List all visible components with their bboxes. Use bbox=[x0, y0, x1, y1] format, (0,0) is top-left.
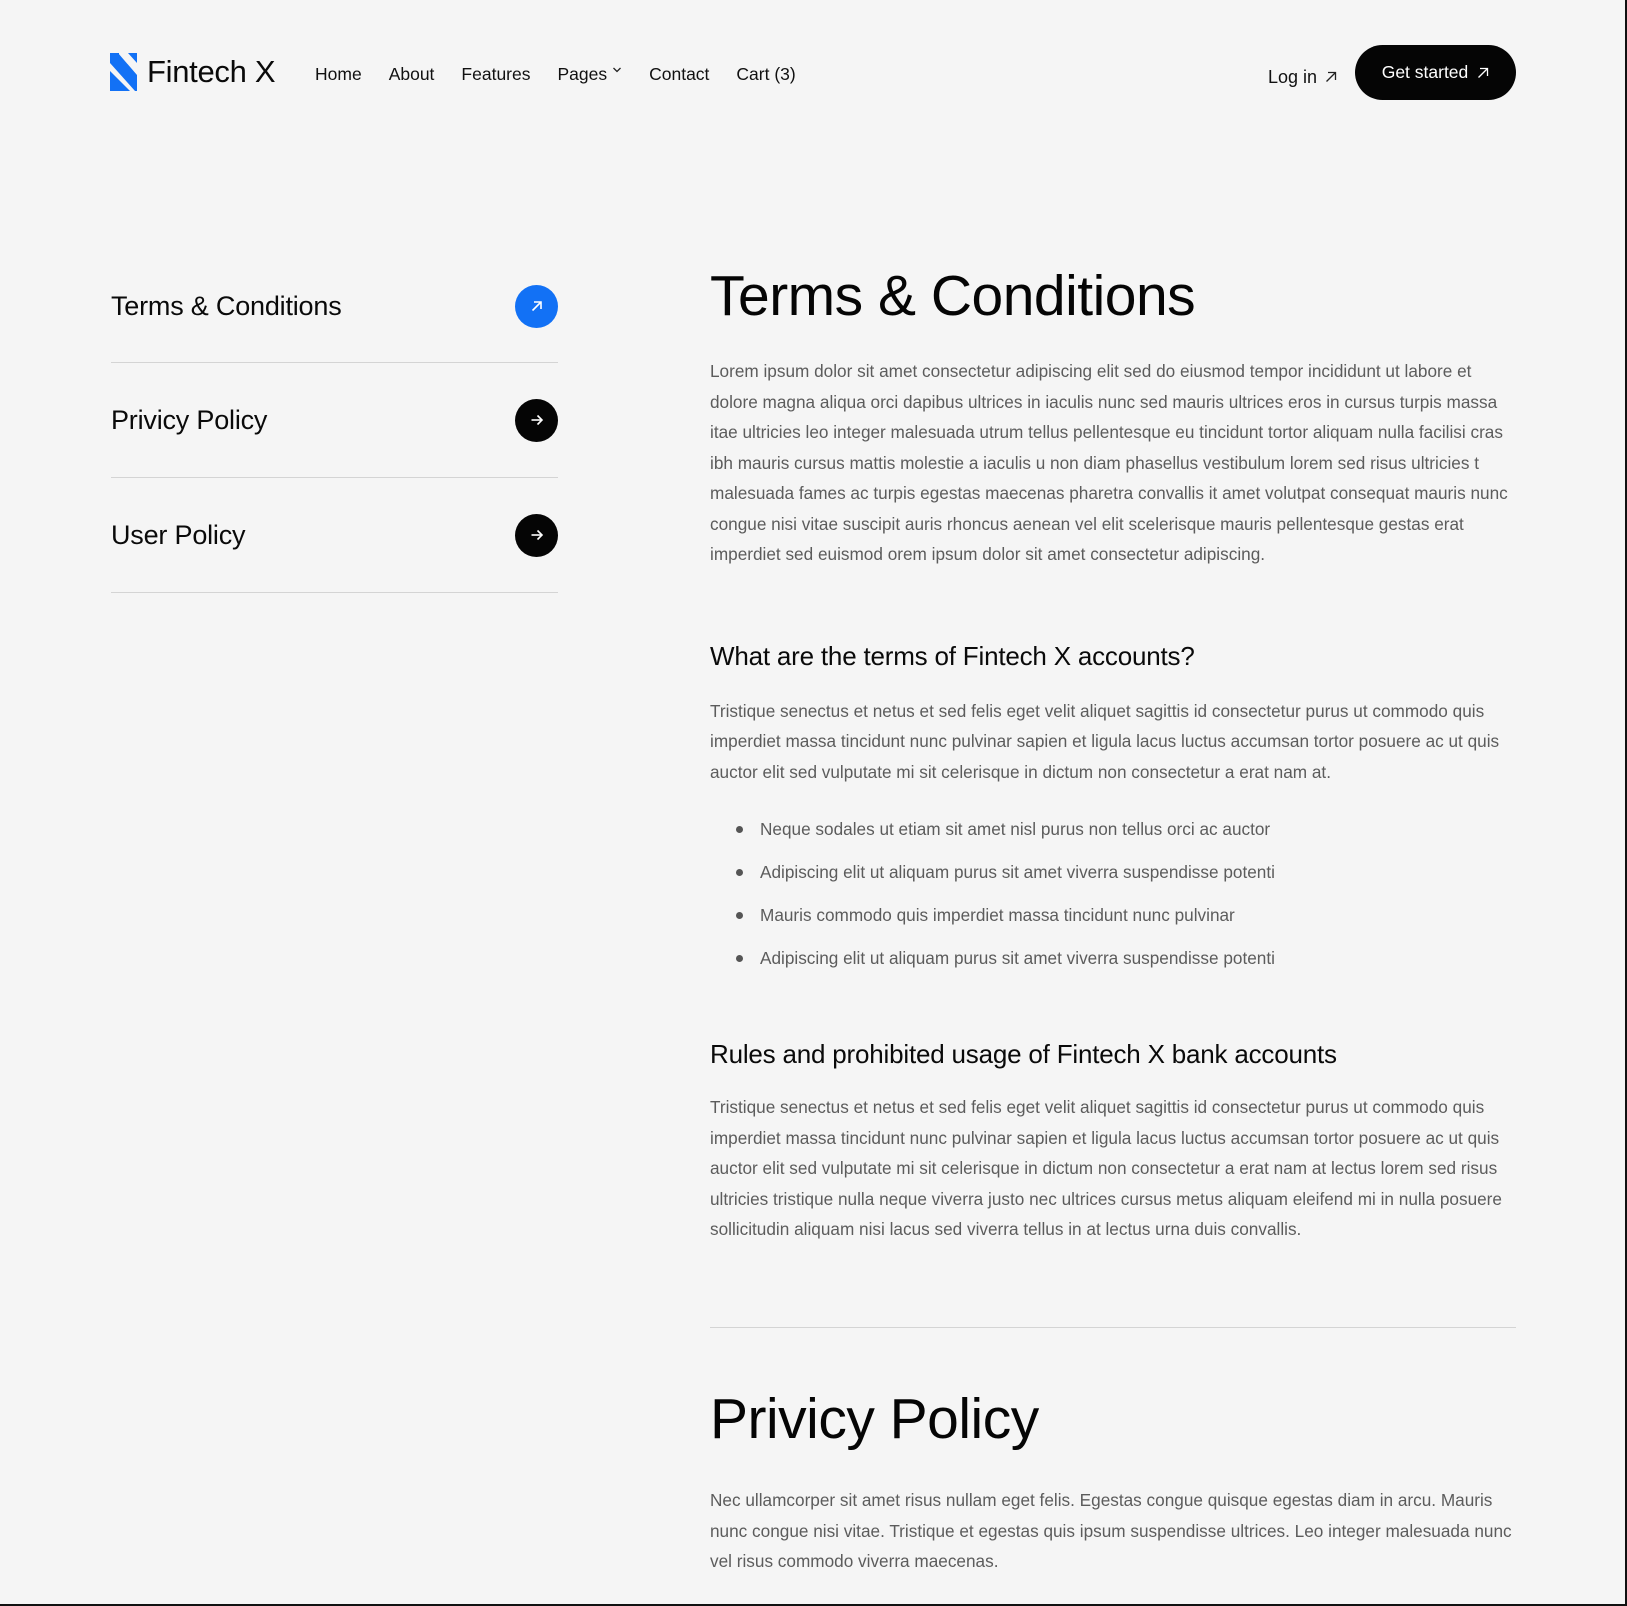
terms-bullet-list bbox=[736, 808, 1516, 980]
terms-title: Terms & Conditions bbox=[710, 264, 1196, 328]
list-item: Neque sodales ut etiam sit amet nisl purus non tellus orci ac auctor bbox=[736, 808, 1516, 851]
sidebar-item-privacy-button[interactable] bbox=[515, 399, 558, 442]
nav-about-label: About bbox=[388, 64, 435, 84]
sidebar-item-terms[interactable] bbox=[111, 250, 558, 363]
privacy-section bbox=[710, 1381, 1516, 1577]
sidebar-item-user-policy[interactable] bbox=[111, 478, 558, 593]
nav-features-label: Features bbox=[461, 64, 531, 84]
login-label: Log in bbox=[1268, 67, 1318, 87]
privacy-intro: Nec ullamcorper sit amet risus nullam eget felis. Egestas congue quisque egestas diam in arcu. Mauris nunc congue nisi vitae. Tristique et egestas quis ipsum suspendisse ultrices. Leo integer malesuada nunc vel risus commodo viverra maecenas. bbox=[710, 1490, 1512, 1571]
nav-cart[interactable] bbox=[736, 60, 795, 88]
nav-pages-label: Pages bbox=[557, 64, 608, 84]
terms-section1-heading: What are the terms of Fintech X accounts? bbox=[710, 640, 1195, 671]
nav-home[interactable] bbox=[315, 60, 362, 88]
brand-name: Fintech X bbox=[147, 54, 276, 89]
arrow-up-right-icon bbox=[1325, 71, 1337, 83]
nav-contact[interactable] bbox=[649, 60, 709, 88]
section-divider bbox=[710, 1327, 1516, 1329]
policy-sidebar bbox=[111, 250, 558, 593]
policy-content bbox=[710, 258, 1516, 1577]
arrow-right-icon bbox=[529, 527, 545, 543]
nav-pages-dropdown[interactable] bbox=[557, 60, 622, 88]
list-item: Adipiscing elit ut aliquam purus sit amet viverra suspendisse potenti bbox=[736, 937, 1516, 980]
sidebar-item-label: Privicy Policy bbox=[111, 404, 268, 435]
arrow-up-right-icon bbox=[529, 298, 545, 314]
nav-features[interactable] bbox=[461, 60, 530, 88]
sidebar-item-label: User Policy bbox=[111, 519, 246, 550]
nav-contact-label: Contact bbox=[649, 64, 710, 84]
terms-section2-heading: Rules and prohibited usage of Fintech X bank accounts bbox=[710, 1039, 1337, 1069]
list-item: Adipiscing elit ut aliquam purus sit amet viverra suspendisse potenti bbox=[736, 851, 1516, 894]
terms-intro: Lorem ipsum dolor sit amet consectetur adipiscing elit sed do eiusmod tempor incididunt ut labore et dolore magna aliqua orci dapibus ultrices in iaculis nunc sed mauris ultrices eros in cursus turpis massa itae ultricies leo integer malesuada utrum tellus pellentesque eu tincidunt tortor aliquam nulla facilisi cras ibh mauris cursus mattis molestie a iaculis u non diam phasellus vestibulum lorem sed risus ultricies t malesuada fames ac turpis egestas maecenas pharetra convallis it amet volutpat consequat mauris nunc congue nisi vitae suscipit auris rhoncus aenean vel elit scelerisque mauris pellentesque gestas erat imperdiet sed euismod orem ipsum dolor sit amet consectetur adipiscing. bbox=[710, 361, 1508, 564]
terms-section1-body: Tristique senectus et netus et sed felis eget velit aliquet sagittis id consectetur purus ut commodo quis imperdiet massa tincidunt nunc pulvinar sapien et ligula lacus luctus accumsan tortor posuere ac ut quis auctor elit sed vulputate mi sit celerisque in dictum non consectetur a erat nam at. bbox=[710, 700, 1500, 782]
chevron-down-icon bbox=[612, 65, 622, 75]
sidebar-item-privacy[interactable] bbox=[111, 363, 558, 478]
terms-section2-body: Tristique senectus et netus et sed felis eget velit aliquet sagittis id consectetur purus ut commodo quis imperdiet massa tincidunt nunc pulvinar sapien et ligula lacus luctus accumsan tortor posuere ac ut quis auctor elit sed vulputate mi sit celerisque in dictum non consectetur a erat nam at lectus lorem sed risus ultricies tristique nulla neque viverra justo nec ultrices cursus metus aliquam eleifend mi in nulla posuere sollicitudin aliquam nisi lacus sed viverra tellus in at lectus urna duis convallis. bbox=[710, 1097, 1502, 1239]
arrow-up-right-icon bbox=[1477, 67, 1489, 79]
nav-cart-label: Cart (3) bbox=[736, 64, 796, 84]
main-nav bbox=[315, 60, 796, 88]
sidebar-item-label: Terms & Conditions bbox=[111, 290, 342, 321]
terms-section bbox=[710, 258, 1516, 1245]
arrow-right-icon bbox=[529, 412, 545, 428]
logo-link[interactable] bbox=[110, 53, 275, 91]
get-started-button[interactable] bbox=[1355, 45, 1516, 100]
nav-about[interactable] bbox=[389, 60, 435, 88]
get-started-label: Get started bbox=[1381, 62, 1469, 82]
site-header bbox=[0, 0, 1625, 150]
list-item: Mauris commodo quis imperdiet massa tincidunt nunc pulvinar bbox=[736, 894, 1516, 937]
login-link[interactable] bbox=[1268, 62, 1337, 92]
sidebar-item-terms-button[interactable] bbox=[515, 285, 558, 328]
nav-home-label: Home bbox=[315, 64, 362, 84]
logo-icon bbox=[110, 53, 137, 91]
sidebar-item-user-policy-button[interactable] bbox=[515, 514, 558, 557]
privacy-title: Privicy Policy bbox=[710, 1387, 1039, 1451]
